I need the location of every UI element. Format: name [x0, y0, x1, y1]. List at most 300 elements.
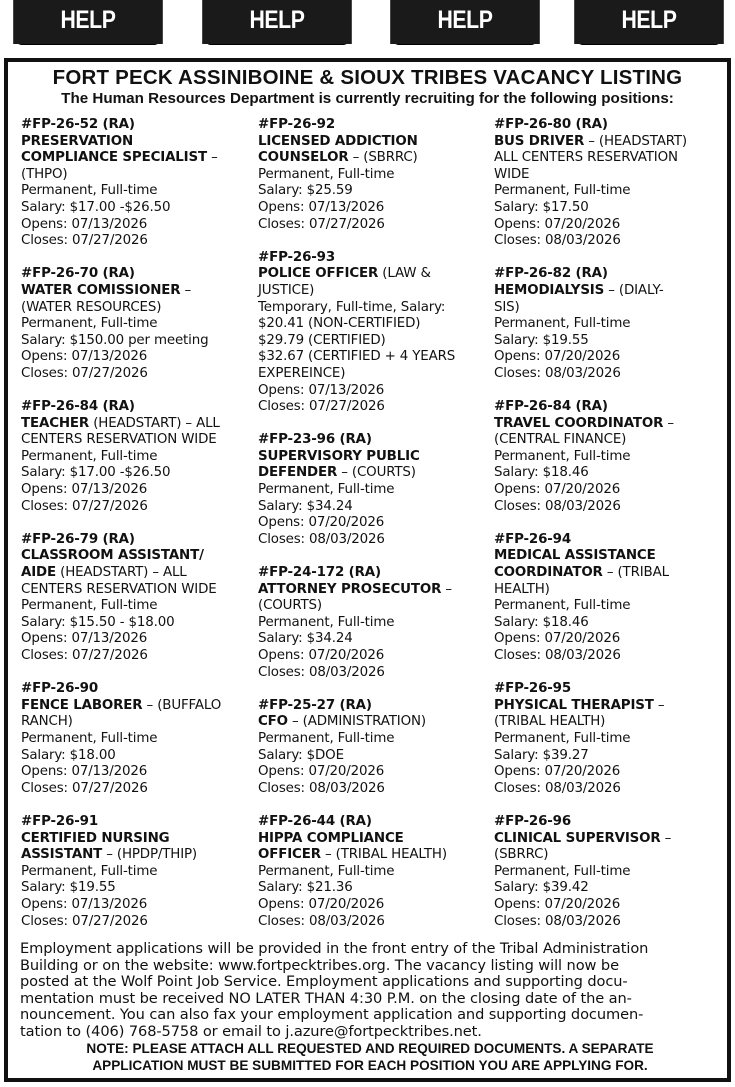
job-detail-text: Closes: 07/27/2026: [21, 913, 148, 929]
job-detail-line: [21, 548, 247, 565]
job-detail-line: [21, 217, 247, 234]
job-detail-text: HEALTH): [494, 581, 550, 597]
job-detail-line: [21, 482, 247, 499]
job-detail-text: –: [663, 415, 674, 431]
job-title: CFO: [258, 714, 288, 730]
job-detail-line: [494, 880, 720, 897]
job-detail-line: [21, 233, 247, 250]
job-detail-line: [494, 897, 720, 914]
job-detail-text: Permanent, Full-time: [494, 730, 631, 746]
job-listing: [258, 117, 484, 233]
job-detail-text: Salary: $18.46: [494, 614, 589, 630]
job-listing: [21, 117, 247, 250]
job-detail-text: Permanent, Full-time: [494, 316, 631, 332]
job-detail-text: Temporary, Full-time, Salary:: [258, 299, 446, 315]
job-detail-line: [494, 183, 720, 200]
job-detail-text: Closes: 08/03/2026: [494, 233, 621, 249]
job-detail-line: [21, 183, 247, 200]
job-detail-line: [494, 333, 720, 350]
job-title: CLINICAL SUPERVISOR: [494, 830, 661, 846]
job-number: #FP-26-44 (RA): [258, 813, 372, 829]
job-detail-text: Salary: $15.50 - $18.00: [21, 614, 175, 630]
job-detail-line: [494, 565, 720, 582]
job-detail-text: Salary: $17.50: [494, 199, 589, 215]
job-detail-line: [494, 781, 720, 798]
job-detail-line: [21, 698, 247, 715]
job-detail-text: Salary: $17.00 -$26.50: [21, 199, 171, 215]
job-detail-line: [21, 880, 247, 897]
job-detail-text: Salary: $19.55: [21, 880, 116, 896]
job-detail-line: [21, 648, 247, 665]
job-detail-line: [494, 582, 720, 599]
job-detail-line: [494, 731, 720, 748]
job-detail-text: Permanent, Full-time: [258, 614, 395, 630]
job-title: LICENSED ADDICTION: [258, 133, 418, 149]
job-detail-line: [258, 847, 484, 864]
job-detail-text: (THPO): [21, 166, 68, 182]
job-detail-text: JUSTICE): [258, 282, 315, 298]
job-detail-line: [494, 134, 720, 151]
job-detail-line: [258, 714, 484, 731]
job-detail-line: [494, 615, 720, 632]
job-number: #FP-26-91: [21, 813, 98, 829]
job-detail-line: [21, 499, 247, 516]
job-detail-text: Closes: 08/03/2026: [494, 365, 621, 381]
job-detail-text: Opens: 07/20/2026: [258, 648, 385, 663]
job-detail-line: [258, 615, 484, 632]
job-listing: [21, 681, 247, 797]
job-detail-text: – (COURTS): [337, 465, 416, 481]
job-detail-line: [494, 914, 720, 931]
job-title: MEDICAL ASSISTANCE: [494, 548, 656, 564]
job-detail-text: CENTERS RESERVATION WIDE: [21, 581, 217, 597]
job-detail-text: CENTERS RESERVATION WIDE: [21, 432, 217, 448]
job-detail-text: Closes: 07/27/2026: [258, 399, 385, 415]
job-detail-text: Opens: 07/20/2026: [494, 896, 621, 912]
job-title: TRAVEL COORDINATOR: [494, 415, 664, 431]
job-number: #FP-23-96 (RA): [258, 432, 372, 448]
job-number: #FP-25-27 (RA): [258, 697, 372, 713]
job-title: HEMODIALYSIS: [494, 282, 605, 298]
job-listing: [494, 814, 720, 930]
job-detail-line: [258, 764, 484, 781]
job-title: ASSISTANT: [21, 847, 103, 863]
job-detail-line: [21, 897, 247, 914]
job-detail-line: [258, 465, 484, 482]
job-listing: [258, 814, 484, 930]
job-detail-line: [494, 714, 720, 731]
job-detail-line: [258, 333, 484, 350]
job-number: #FP-26-84 (RA): [21, 399, 135, 415]
job-title: DEFENDER: [258, 465, 338, 481]
job-detail-line: [258, 831, 484, 848]
job-detail-line: [258, 598, 484, 615]
instruction-line: mentation must be received NO LATER THAN 4:30 P.M. on the closing date of the an-: [20, 989, 632, 1007]
job-listing: [494, 266, 720, 382]
job-detail-text: – (HPDP/THIP): [102, 847, 197, 863]
job-detail-text: Closes: 08/03/2026: [258, 664, 385, 680]
job-detail-line: [258, 515, 484, 532]
job-detail-line: [258, 366, 484, 383]
job-detail-line: [21, 200, 247, 217]
job-title: CLASSROOM ASSISTANT/: [21, 548, 204, 564]
job-detail-text: Salary: $34.24: [258, 631, 353, 647]
job-detail-text: Salary: $39.27: [494, 747, 589, 763]
job-number: #FP-26-80 (RA): [494, 117, 608, 132]
job-detail-line: [21, 300, 247, 317]
job-detail-line: [21, 764, 247, 781]
job-detail-line: [494, 416, 720, 433]
job-detail-line: [21, 316, 247, 333]
job-listing: [494, 117, 720, 250]
job-detail-text: Permanent, Full-time: [21, 183, 158, 199]
job-detail-text: (LAW &: [378, 266, 431, 282]
job-detail-text: Closes: 08/03/2026: [494, 780, 621, 796]
job-title: SUPERVISORY PUBLIC: [258, 448, 420, 464]
job-number: #FP-26-96: [494, 813, 571, 829]
job-detail-text: –: [180, 282, 192, 298]
job-detail-line: [258, 748, 484, 765]
job-detail-line: [21, 333, 247, 350]
job-detail-text: Closes: 08/03/2026: [258, 531, 385, 547]
job-detail-text: Opens: 07/20/2026: [494, 631, 621, 647]
job-number: #FP-26-79 (RA): [21, 531, 135, 547]
job-number: #FP-26-95: [494, 681, 571, 697]
job-detail-line: [494, 598, 720, 615]
job-listing: [494, 681, 720, 797]
job-detail-line: [494, 499, 720, 516]
job-detail-line: [258, 217, 484, 234]
job-detail-line: [258, 134, 484, 151]
job-detail-text: (COURTS): [258, 598, 322, 614]
job-detail-line: [258, 316, 484, 333]
job-detail-text: Opens: 07/13/2026: [21, 631, 148, 647]
job-detail-line: [494, 300, 720, 317]
page-subtitle: The Human Resources Department is currently recruiting for the following positions:: [61, 90, 674, 107]
job-detail-line: [258, 283, 484, 300]
job-detail-text: Salary: $21.36: [258, 880, 353, 896]
job-number: #FP-26-84 (RA): [494, 399, 608, 415]
job-detail-text: ALL CENTERS RESERVATION: [494, 150, 678, 166]
job-title: COUNSELOR: [258, 150, 349, 166]
job-detail-text: Closes: 08/03/2026: [494, 913, 621, 929]
job-title: COORDINATOR: [494, 565, 603, 581]
job-detail-line: [258, 864, 484, 881]
job-title: HIPPA COMPLIANCE: [258, 830, 404, 846]
job-number: #FP-26-90: [21, 681, 98, 697]
job-detail-text: Opens: 07/20/2026: [494, 764, 621, 780]
job-detail-line: [494, 167, 720, 184]
job-detail-text: – (SBRRC): [348, 150, 418, 166]
note-line: NOTE: PLEASE ATTACH ALL REQUESTED AND REQUIRED DOCUMENTS. A SEPARATE: [86, 1041, 654, 1056]
job-number: #FP-24-172 (RA): [258, 565, 381, 581]
job-detail-text: Salary: $34.24: [258, 498, 353, 514]
job-title: PRESERVATION: [21, 133, 134, 149]
job-detail-line: [258, 648, 484, 665]
job-title: WATER COMISSIONER: [21, 282, 181, 298]
job-detail-line: [258, 300, 484, 317]
job-detail-line: [21, 914, 247, 931]
job-detail-line: [21, 831, 247, 848]
job-detail-line: [258, 167, 484, 184]
job-detail-text: (HEADSTART) – ALL: [89, 415, 220, 431]
job-detail-text: Opens: 07/13/2026: [21, 896, 148, 912]
job-detail-line: [258, 781, 484, 798]
job-detail-text: $32.67 (CERTIFIED + 4 YEARS: [258, 349, 456, 365]
job-listing: [21, 266, 247, 382]
job-detail-text: Permanent, Full-time: [258, 482, 395, 498]
job-detail-line: [21, 465, 247, 482]
job-detail-text: Closes: 08/03/2026: [258, 913, 385, 929]
job-column-2: [258, 117, 484, 947]
job-detail-text: Closes: 07/27/2026: [21, 498, 148, 514]
job-detail-text: Opens: 07/20/2026: [494, 349, 621, 365]
job-detail-text: Permanent, Full-time: [21, 598, 158, 614]
job-detail-line: [494, 698, 720, 715]
job-detail-line: [21, 714, 247, 731]
page-title: FORT PECK ASSINIBOINE & SIOUX TRIBES VACANCY LISTING: [52, 66, 683, 89]
job-detail-text: Permanent, Full-time: [258, 166, 395, 182]
job-detail-text: Permanent, Full-time: [21, 863, 158, 879]
job-column-3: [494, 117, 720, 947]
job-listing: [494, 532, 720, 665]
job-listing: [21, 814, 247, 930]
job-detail-line: [258, 897, 484, 914]
help-wanted-banner: HELP WANTED: [17, 0, 160, 44]
job-title: TEACHER: [21, 415, 90, 431]
job-detail-line: [21, 150, 247, 167]
job-detail-text: Opens: 07/13/2026: [21, 216, 148, 232]
job-detail-text: Permanent, Full-time: [258, 863, 395, 879]
instruction-line: posted at the Wolf Point Job Service. Employment applications and supporting docu-: [20, 973, 628, 991]
job-listing: [21, 532, 247, 665]
job-detail-text: Closes: 07/27/2026: [21, 233, 148, 249]
job-detail-text: Salary: $150.00 per meeting: [21, 332, 209, 348]
job-listing: [258, 432, 484, 548]
note-line: APPLICATION MUST BE SUBMITTED FOR EACH POSITION YOU ARE APPLYING FOR.: [92, 1058, 648, 1073]
job-detail-text: Opens: 07/20/2026: [494, 216, 621, 232]
note: [20, 1040, 720, 1074]
job-listing: [258, 250, 484, 416]
job-detail-line: [21, 167, 247, 184]
instruction-line: Employment applications will be provided in the front entry of the Tribal Administration: [20, 940, 649, 957]
job-title: BUS DRIVER: [494, 133, 585, 149]
job-detail-line: [258, 449, 484, 466]
job-number: #FP-26-93: [258, 249, 335, 265]
job-detail-text: Permanent, Full-time: [494, 863, 631, 879]
job-detail-line: [494, 316, 720, 333]
job-detail-text: Closes: 07/27/2026: [21, 648, 148, 663]
job-detail-text: Permanent, Full-time: [21, 448, 158, 464]
job-detail-text: –: [660, 830, 672, 846]
instruction-line: tation to (406) 768-5758 or email to j.azure@fortpecktribes.net.: [20, 1022, 482, 1040]
job-detail-line: [494, 847, 720, 864]
job-title: COMPLIANCE SPECIALIST: [21, 150, 207, 166]
job-number: #FP-26-70 (RA): [21, 266, 135, 282]
job-title: POLICE OFFICER: [258, 266, 379, 282]
job-detail-line: [21, 748, 247, 765]
job-detail-text: $20.41 (NON-CERTIFIED): [258, 316, 421, 332]
job-number: #FP-26-82 (RA): [494, 266, 608, 282]
job-listing: [258, 565, 484, 681]
help-wanted-banner: HELP WANTED: [394, 0, 537, 44]
job-detail-text: Opens: 07/20/2026: [258, 764, 385, 780]
job-detail-text: Opens: 07/13/2026: [258, 382, 385, 398]
job-detail-line: [21, 283, 247, 300]
job-detail-line: [494, 283, 720, 300]
instruction-line: nouncement. You can also fax your employment application and supporting documen-: [20, 1006, 644, 1024]
job-title: PHYSICAL THERAPIST: [494, 697, 654, 713]
job-detail-text: Permanent, Full-time: [21, 730, 158, 746]
job-detail-line: [258, 914, 484, 931]
job-detail-text: Closes: 08/03/2026: [494, 498, 621, 514]
job-detail-text: –: [207, 150, 218, 166]
job-title: OFFICER: [258, 847, 321, 863]
job-detail-text: – (BUFFALO: [142, 697, 222, 713]
job-detail-line: [494, 150, 720, 167]
job-detail-text: Permanent, Full-time: [258, 730, 395, 746]
job-detail-text: Opens: 07/13/2026: [21, 482, 148, 498]
job-detail-text: Permanent, Full-time: [494, 183, 631, 199]
job-detail-text: Salary: $DOE: [258, 747, 344, 763]
job-detail-text: EXPEREINCE): [258, 365, 346, 381]
job-detail-line: [494, 465, 720, 482]
job-detail-line: [258, 349, 484, 366]
job-detail-text: Closes: 07/27/2026: [21, 365, 148, 381]
job-detail-line: [258, 499, 484, 516]
job-detail-line: [21, 847, 247, 864]
job-detail-line: [494, 864, 720, 881]
job-number: #FP-26-52 (RA): [21, 117, 135, 132]
job-detail-line: [494, 449, 720, 466]
job-number: #FP-26-94: [494, 531, 571, 547]
job-detail-line: [258, 731, 484, 748]
job-detail-text: Salary: $18.46: [494, 465, 589, 481]
job-detail-text: Permanent, Full-time: [494, 448, 631, 464]
job-detail-text: WIDE: [494, 166, 530, 182]
job-detail-text: (HEADSTART) – ALL: [56, 565, 187, 581]
job-detail-line: [258, 399, 484, 416]
job-title: ATTORNEY PROSECUTOR: [258, 581, 442, 597]
job-detail-text: Salary: $17.00 -$26.50: [21, 465, 171, 481]
job-detail-line: [21, 449, 247, 466]
job-detail-line: [258, 266, 484, 283]
job-detail-text: (CENTRAL FINANCE): [494, 432, 627, 448]
job-title: CERTIFIED NURSING: [21, 830, 170, 846]
job-detail-text: Salary: $25.59: [258, 183, 353, 199]
job-detail-line: [258, 582, 484, 599]
job-detail-text: Permanent, Full-time: [21, 316, 158, 332]
job-column-1: [21, 117, 247, 947]
job-detail-line: [21, 432, 247, 449]
job-detail-line: [258, 532, 484, 549]
job-detail-line: [494, 366, 720, 383]
job-number: #FP-26-92: [258, 117, 335, 132]
job-title: AIDE: [21, 565, 57, 581]
job-detail-text: SIS): [494, 299, 520, 315]
job-detail-text: –: [441, 581, 452, 597]
job-listing: [494, 399, 720, 515]
help-wanted-banner: HELP WANTED: [578, 0, 721, 44]
job-detail-line: [21, 134, 247, 151]
job-detail-line: [21, 349, 247, 366]
job-detail-text: – (TRIBAL HEALTH): [320, 847, 447, 863]
job-listing: [258, 698, 484, 798]
job-detail-line: [494, 831, 720, 848]
job-detail-line: [21, 615, 247, 632]
job-detail-text: Closes: 07/27/2026: [258, 216, 385, 232]
job-detail-text: (WATER RESOURCES): [21, 299, 162, 315]
job-detail-text: Closes: 08/03/2026: [494, 648, 621, 663]
application-instructions: [20, 941, 720, 1041]
job-detail-line: [21, 731, 247, 748]
job-detail-line: [494, 648, 720, 665]
job-detail-text: Opens: 07/20/2026: [258, 515, 385, 531]
job-detail-line: [21, 565, 247, 582]
job-detail-text: – (HEADSTART): [584, 133, 687, 149]
job-detail-line: [258, 150, 484, 167]
job-detail-line: [494, 748, 720, 765]
job-listing: [21, 399, 247, 515]
job-detail-text: Opens: 07/13/2026: [21, 349, 148, 365]
job-detail-text: Salary: $18.00: [21, 747, 116, 763]
job-detail-text: (TRIBAL HEALTH): [494, 714, 606, 730]
job-detail-text: (SBRRC): [494, 847, 549, 863]
job-detail-text: Salary: $39.42: [494, 880, 589, 896]
job-detail-line: [258, 631, 484, 648]
job-detail-text: RANCH): [21, 714, 73, 730]
job-detail-line: [258, 200, 484, 217]
help-wanted-banners: [0, 0, 735, 74]
instruction-line: Building or on the website: www.fortpecktribes.org. The vacancy listing will now be: [20, 956, 619, 974]
job-detail-line: [258, 383, 484, 400]
job-detail-text: Opens: 07/13/2026: [21, 764, 148, 780]
job-detail-line: [494, 548, 720, 565]
help-wanted-banner: HELP WANTED: [206, 0, 349, 44]
job-detail-line: [494, 432, 720, 449]
job-detail-line: [258, 880, 484, 897]
job-detail-line: [21, 598, 247, 615]
job-detail-text: $29.79 (CERTIFIED): [258, 332, 386, 348]
job-detail-text: Opens: 07/20/2026: [494, 482, 621, 498]
job-detail-text: Opens: 07/13/2026: [258, 199, 385, 215]
job-detail-text: Opens: 07/20/2026: [258, 896, 385, 912]
job-detail-line: [494, 233, 720, 250]
job-detail-text: – (ADMINISTRATION): [287, 714, 426, 730]
job-detail-line: [494, 217, 720, 234]
job-detail-text: Permanent, Full-time: [494, 598, 631, 614]
job-detail-text: – (DIALY-: [604, 282, 664, 298]
job-detail-line: [494, 349, 720, 366]
job-detail-line: [494, 631, 720, 648]
job-detail-text: Salary: $19.55: [494, 332, 589, 348]
job-detail-text: Closes: 07/27/2026: [21, 780, 148, 796]
job-detail-line: [494, 764, 720, 781]
job-detail-line: [494, 482, 720, 499]
job-detail-line: [21, 416, 247, 433]
job-detail-line: [21, 781, 247, 798]
job-title: FENCE LABORER: [21, 697, 143, 713]
job-detail-line: [21, 582, 247, 599]
job-detail-line: [258, 665, 484, 682]
job-detail-line: [494, 200, 720, 217]
job-detail-text: Closes: 08/03/2026: [258, 780, 385, 796]
job-detail-line: [21, 864, 247, 881]
job-detail-text: –: [653, 697, 665, 713]
job-detail-line: [21, 366, 247, 383]
job-detail-line: [21, 631, 247, 648]
job-detail-line: [258, 482, 484, 499]
